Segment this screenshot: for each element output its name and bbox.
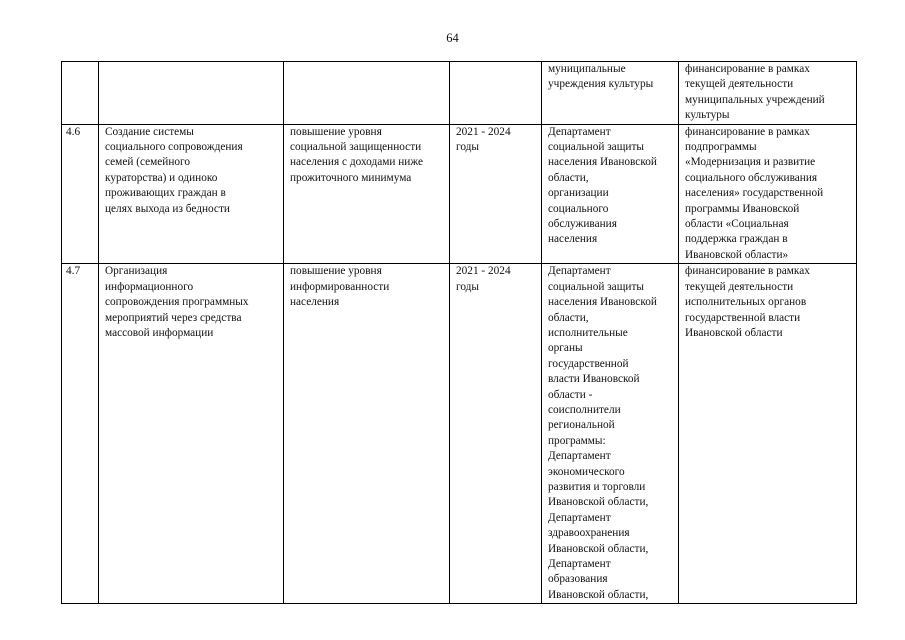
table-row (62, 124, 857, 264)
table-row (62, 62, 857, 125)
cell-executor: муниципальные учреждения культуры (542, 62, 679, 125)
cell-executor: Департамент социальной защиты населения Ивановской области, исполнительные органы государственной власти Ивановской области - соисполнители региональной программы: Департамент экономического развития и торговли Ивановской области, Департамент здравоохранения Ивановской области, Департамент образования Ивановской области, (542, 264, 679, 604)
cell-funding: финансирование в рамках текущей деятельности муниципальных учреждений культуры (679, 62, 857, 125)
cell-number: 4.7 (62, 264, 99, 604)
cell-activity: Организация информационного сопровождения программных мероприятий через средства массовой информации (99, 264, 284, 604)
cell-activity (99, 62, 284, 125)
cell-result: повышение уровня информированности населения (284, 264, 450, 604)
page-number: 64 (446, 31, 459, 45)
cell-period: 2021 - 2024 годы (450, 124, 542, 264)
cell-number: 4.6 (62, 124, 99, 264)
cell-period (450, 62, 542, 125)
cell-result (284, 62, 450, 125)
cell-executor: Департамент социальной защиты населения Ивановской области, организации социального обслуживания населения (542, 124, 679, 264)
cell-funding: финансирование в рамках текущей деятельности исполнительных органов государственной власти Ивановской области (679, 264, 857, 604)
cell-number (62, 62, 99, 125)
table-row (62, 264, 857, 604)
cell-period: 2021 - 2024 годы (450, 264, 542, 604)
cell-funding: финансирование в рамках подпрограммы «Модернизация и развитие социального обслуживания населения» государственной программы Ивановской области «Социальная поддержка граждан в Ивановской области» (679, 124, 857, 264)
measures-table (61, 61, 857, 604)
cell-result: повышение уровня социальной защищенности населения с доходами ниже прожиточного минимума (284, 124, 450, 264)
cell-activity: Создание системы социального сопровождения семей (семейного кураторства) и одиноко проживающих граждан в целях выхода из бедности (99, 124, 284, 264)
